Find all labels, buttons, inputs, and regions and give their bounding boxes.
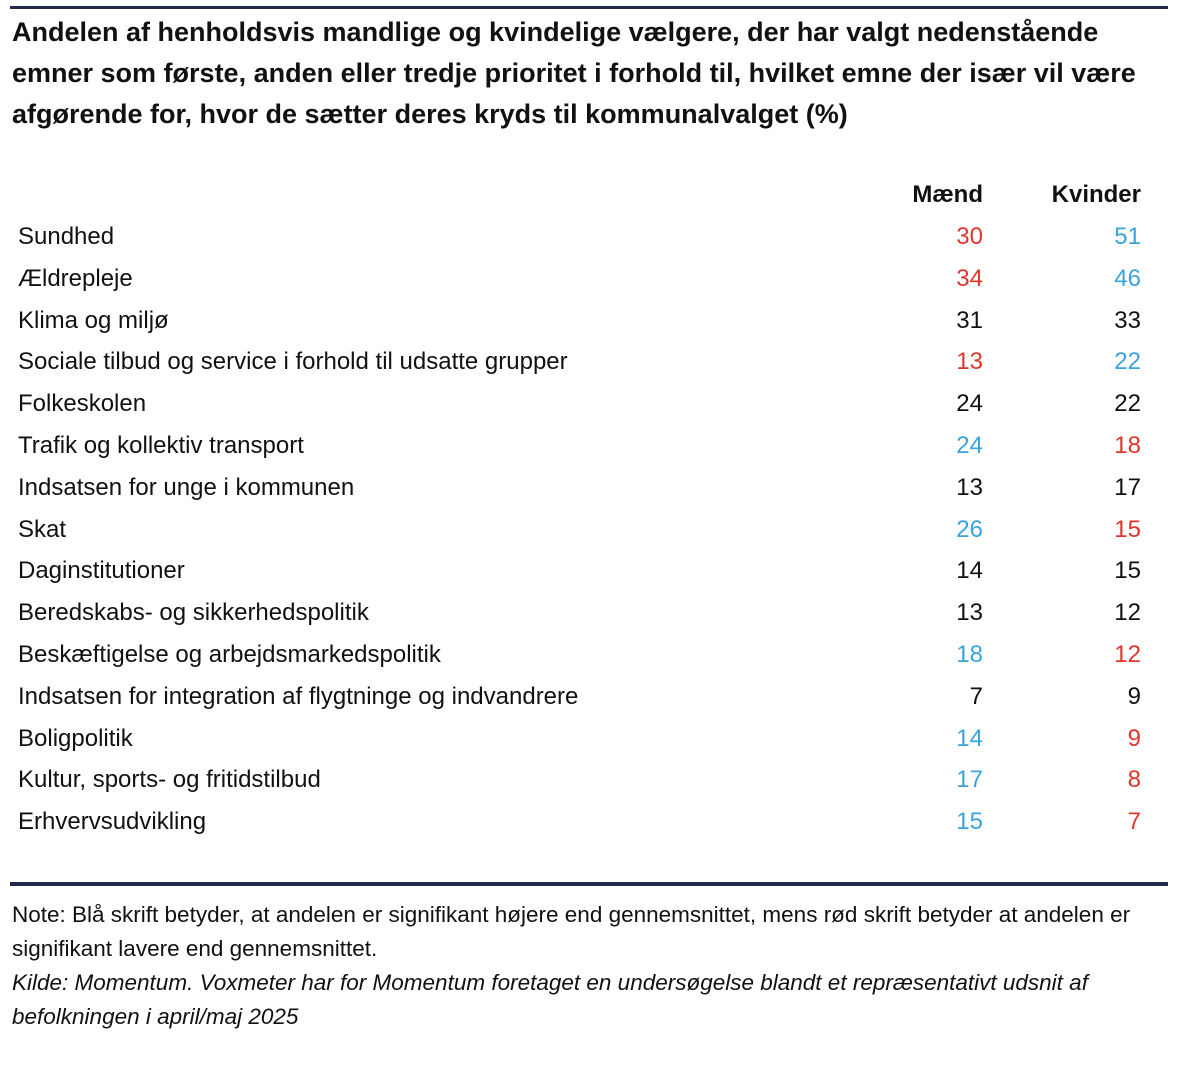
value-women: 18 xyxy=(1114,431,1141,459)
value-men: 18 xyxy=(956,640,983,668)
value-men: 31 xyxy=(956,306,983,334)
row-label: Beredskabs- og sikkerhedspolitik xyxy=(18,599,369,627)
column-header-women: Kvinder xyxy=(1051,181,1141,208)
value-women: 15 xyxy=(1114,557,1141,585)
table-row xyxy=(18,467,1142,509)
row-label: Boligpolitik xyxy=(18,724,133,752)
row-label: Kultur, sports- og fritidstilbud xyxy=(18,766,321,794)
value-women: 8 xyxy=(1127,766,1141,794)
table-row xyxy=(18,509,1142,551)
value-men: 17 xyxy=(956,766,983,794)
row-label: Erhvervsudvikling xyxy=(18,808,207,836)
value-men: 13 xyxy=(956,599,983,627)
table-row xyxy=(18,592,1142,634)
row-label: Indsatsen for integration af flygtninge og indvandrere xyxy=(18,682,579,710)
value-men: 13 xyxy=(956,348,983,376)
row-label: Folkeskolen xyxy=(18,390,147,418)
value-women: 9 xyxy=(1127,724,1141,752)
chart-title: Andelen af henholdsvis mandlige og kvindelige vælgere, der har valgt nedenstående emner som første, anden eller tredje prioritet i forhold til, hvilket emne der især vil være afgørende for, hvor de sætter deres kryds til kommunalvalget (%) xyxy=(12,17,1136,129)
row-label: Daginstitutioner xyxy=(18,557,185,585)
value-men: 14 xyxy=(956,724,983,752)
table-row xyxy=(18,383,1142,425)
source-text: Kilde: Momentum. Voxmeter har for Momentum foretaget en undersøgelse blandt et repræsentativt udsnit af befolkningen i april/maj 2025 xyxy=(12,970,1088,1029)
table-row xyxy=(18,258,1142,300)
value-women: 46 xyxy=(1114,264,1141,292)
value-women: 22 xyxy=(1114,390,1141,418)
table-row xyxy=(18,759,1142,801)
row-label: Ældrepleje xyxy=(18,264,133,292)
table-row xyxy=(18,801,1142,843)
table-row xyxy=(18,425,1142,467)
value-men: 7 xyxy=(969,682,983,710)
value-women: 15 xyxy=(1114,515,1141,543)
row-label: Sundhed xyxy=(18,223,115,250)
value-women: 12 xyxy=(1114,640,1141,668)
table-row xyxy=(18,550,1142,592)
top-rule xyxy=(10,6,1168,9)
table-row xyxy=(18,634,1142,676)
row-label: Sociale tilbud og service i forhold til udsatte grupper xyxy=(18,348,568,376)
table-row xyxy=(18,300,1142,342)
note-text: Note: Blå skrift betyder, at andelen er signifikant højere end gennemsnittet, mens rød skrift betyder at andelen er signifikant lavere end gennemsnittet. xyxy=(12,902,1131,961)
value-women: 51 xyxy=(1114,223,1141,250)
value-men: 26 xyxy=(956,515,983,543)
value-women: 33 xyxy=(1114,306,1141,334)
row-label: Trafik og kollektiv transport xyxy=(18,431,304,459)
value-men: 34 xyxy=(956,264,983,292)
value-women: 7 xyxy=(1127,808,1141,836)
table-row xyxy=(18,718,1142,760)
value-women: 12 xyxy=(1114,599,1141,627)
row-label: Indsatsen for unge i kommunen xyxy=(18,473,355,501)
value-women: 9 xyxy=(1127,682,1141,710)
table-row xyxy=(18,676,1142,718)
row-label: Beskæftigelse og arbejdsmarkedspolitik xyxy=(18,640,441,668)
value-men: 15 xyxy=(956,808,983,836)
value-men: 30 xyxy=(956,223,983,250)
data-table xyxy=(18,216,1142,843)
value-women: 22 xyxy=(1114,348,1141,376)
bottom-rule xyxy=(10,882,1168,886)
table-row xyxy=(18,216,1142,258)
value-men: 24 xyxy=(956,431,983,459)
value-men: 24 xyxy=(956,390,983,418)
value-men: 14 xyxy=(956,557,983,585)
row-label: Skat xyxy=(18,515,67,543)
column-header-men: Mænd xyxy=(912,181,983,208)
value-men: 13 xyxy=(956,473,983,501)
table-row xyxy=(18,341,1142,383)
value-women: 17 xyxy=(1114,473,1141,501)
row-label: Klima og miljø xyxy=(18,306,169,334)
